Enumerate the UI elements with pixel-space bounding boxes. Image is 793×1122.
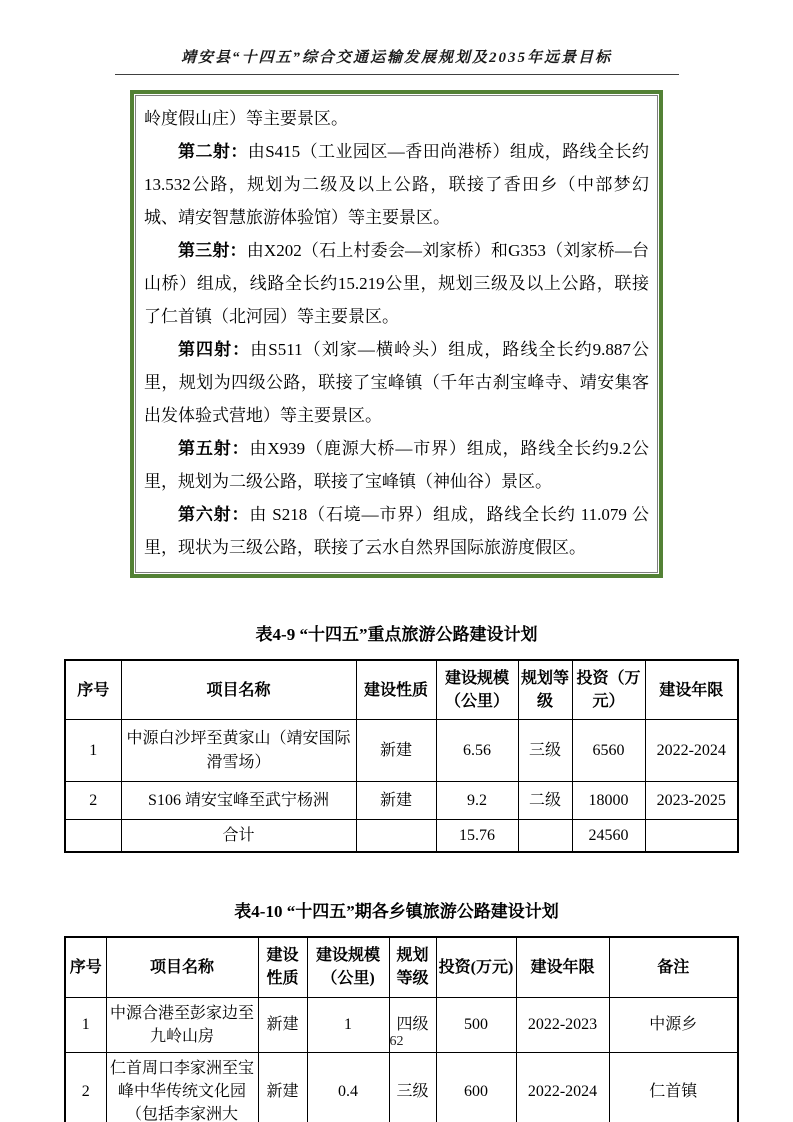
cell-index: 2 [65, 781, 121, 819]
cell-index: 1 [65, 997, 106, 1052]
cell-planned-grade: 三级 [389, 1052, 436, 1122]
cell-scale-km: 0.4 [307, 1052, 389, 1122]
table-4-10 [64, 936, 739, 1122]
header-divider [115, 74, 679, 75]
col-header-construction-type: 建设性质 [258, 937, 307, 997]
col-header-investment: 投资(万元) [436, 937, 516, 997]
cell-investment: 18000 [572, 781, 645, 819]
cell-investment: 600 [436, 1052, 516, 1122]
col-header-index: 序号 [65, 937, 106, 997]
col-header-index: 序号 [65, 660, 121, 720]
table-header-row [65, 660, 738, 720]
table-row [65, 1052, 738, 1122]
col-header-project-name: 项目名称 [106, 937, 258, 997]
cell-index: 1 [65, 720, 121, 781]
paragraph-text: 由X939（鹿源大桥—市界）组成，路线全长约9.2公里，规划为二级公路，联接了宝峰镇（神仙谷）景区。 [144, 439, 650, 491]
cell-investment: 500 [436, 997, 516, 1052]
paragraph-text: 由S511（刘家—横岭头）组成，路线全长约9.887公里，规划为四级公路，联接了宝峰镇（千年古刹宝峰寺、靖安集客出发体验式营地）等主要景区。 [144, 340, 649, 425]
col-header-planned-grade: 规划等级 [518, 660, 572, 720]
cell-total-label: 合计 [121, 819, 356, 852]
table-row [65, 720, 738, 781]
table-total-row [65, 819, 738, 852]
cell-planned-grade: 二级 [518, 781, 572, 819]
box-paragraph [144, 135, 649, 234]
box-paragraph [144, 333, 649, 432]
cell-scale-km: 6.56 [436, 720, 518, 781]
cell-remarks: 中源乡 [609, 997, 738, 1052]
table-4-10-caption: 表4-10 “十四五”期各乡镇旅游公路建设计划 [234, 902, 559, 922]
cell-scale-km-total: 15.76 [436, 819, 518, 852]
cell-construction-type: 新建 [356, 720, 436, 781]
col-header-construction-years: 建设年限 [645, 660, 738, 720]
highlight-box [130, 90, 663, 578]
cell-index: 2 [65, 1052, 106, 1122]
cell-project-name: 中源合港至彭家边至九岭山房 [106, 997, 258, 1052]
col-header-construction-years: 建设年限 [516, 937, 609, 997]
paragraph-lead: 第四射： [178, 340, 251, 359]
table-4-9-caption: 表4-9 “十四五”重点旅游公路建设计划 [255, 625, 538, 644]
document-title: 靖安县“十四五”综合交通运输发展规划及2035年远景目标 [180, 50, 612, 66]
cell-construction-years: 2022-2024 [516, 1052, 609, 1122]
cell-construction-type [356, 819, 436, 852]
cell-investment-total: 24560 [572, 819, 645, 852]
paragraph-text: 由S415（工业园区—香田尚港桥）组成，路线全长约13.532公路，规划为二级及以上公路，联接了香田乡（中部梦幻城、靖安智慧旅游体验馆）等主要景区。 [144, 142, 649, 227]
box-paragraph [144, 498, 649, 564]
paragraph-lead: 第二射： [178, 142, 248, 161]
cell-planned-grade [518, 819, 572, 852]
cell-construction-type: 新建 [356, 781, 436, 819]
col-header-scale-km: 建设规模（公里） [436, 660, 518, 720]
box-paragraph [144, 102, 649, 135]
cell-construction-type: 新建 [258, 1052, 307, 1122]
cell-construction-years: 2022-2024 [645, 720, 738, 781]
table-4-9 [64, 659, 739, 853]
paragraph-text: 由 S218（石境—市界）组成，路线全长约 11.079 公里，现状为三级公路，联接了云水自然界国际旅游度假区。 [144, 505, 650, 557]
paragraph-lead: 第六射： [178, 505, 250, 524]
col-header-investment: 投资（万元） [572, 660, 645, 720]
col-header-remarks: 备注 [609, 937, 738, 997]
col-header-project-name: 项目名称 [121, 660, 356, 720]
cell-scale-km: 9.2 [436, 781, 518, 819]
box-paragraph [144, 432, 649, 498]
col-header-scale-km: 建设规模（公里) [307, 937, 389, 997]
cell-project-name: 仁首周口李家洲至宝峰中华传统文化园（包括李家洲大 [106, 1052, 258, 1122]
cell-scale-km: 1 [307, 997, 389, 1052]
cell-project-name: 中源白沙坪至黄家山（靖安国际滑雪场） [121, 720, 356, 781]
cell-remarks: 仁首镇 [609, 1052, 738, 1122]
cell-planned-grade: 三级 [518, 720, 572, 781]
paragraph-text: 岭度假山庄）等主要景区。 [144, 109, 348, 128]
page-number: 62 [389, 1034, 404, 1049]
cell-construction-years: 2022-2023 [516, 997, 609, 1052]
paragraph-text: 由X202（石上村委会—刘家桥）和G353（刘家桥—台山桥）组成，线路全长约15.219公里，规划三级及以上公路，联接了仁首镇（北河园）等主要景区。 [144, 241, 650, 326]
cell-planned-grade: 四级 [389, 997, 436, 1052]
cell-construction-years: 2023-2025 [645, 781, 738, 819]
table-row [65, 781, 738, 819]
page-header [0, 0, 793, 67]
col-header-planned-grade: 规划等级 [389, 937, 436, 997]
cell-construction-years [645, 819, 738, 852]
box-paragraph [144, 234, 649, 333]
cell-index [65, 819, 121, 852]
cell-construction-type: 新建 [258, 997, 307, 1052]
paragraph-lead: 第三射： [178, 241, 247, 260]
table-header-row [65, 937, 738, 997]
highlight-box-inner [135, 95, 658, 573]
cell-investment: 6560 [572, 720, 645, 781]
cell-project-name: S106 靖安宝峰至武宁杨洲 [121, 781, 356, 819]
paragraph-lead: 第五射： [178, 439, 250, 458]
col-header-construction-type: 建设性质 [356, 660, 436, 720]
